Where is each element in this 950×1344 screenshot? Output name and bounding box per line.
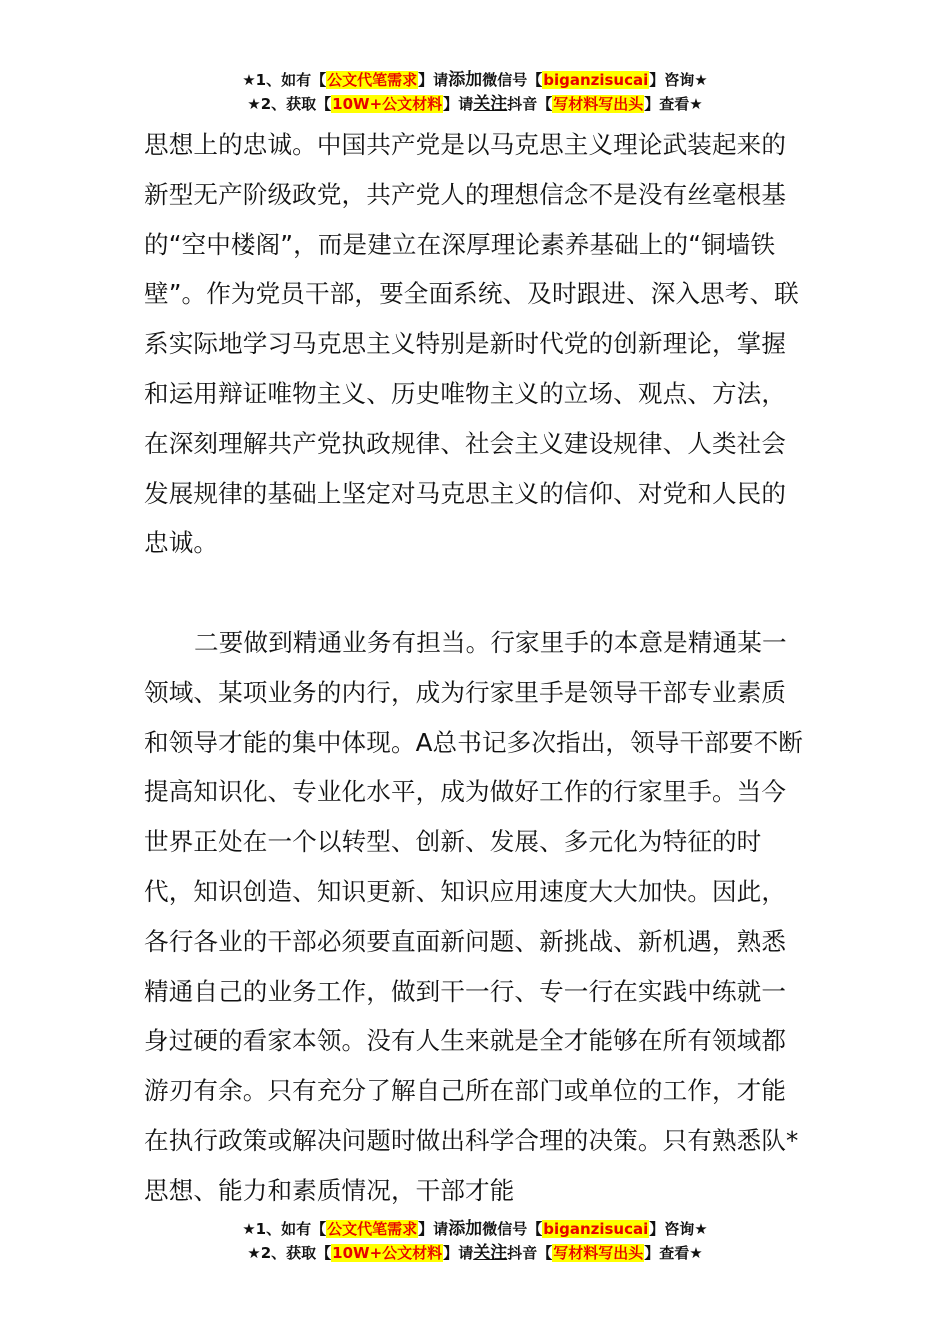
bracket-open: 【 <box>311 1220 327 1238</box>
promo-suffix: 咨询★ <box>664 1220 708 1238</box>
bracket-open: 【 <box>527 1220 543 1238</box>
bracket-open: 【 <box>537 1244 553 1262</box>
bracket-close: 】 <box>418 71 434 89</box>
promo-prefix: ★2、获取 <box>247 95 317 113</box>
bracket-close: 】 <box>443 95 459 113</box>
highlight-materials: 10W+公文材料 <box>332 1244 443 1262</box>
promo-emphasis: 添加 <box>448 1219 483 1239</box>
promo-text: 请 <box>458 95 474 113</box>
document-body <box>144 120 806 1216</box>
promo-prefix: ★2、获取 <box>247 1244 317 1262</box>
promo-suffix: 查看★ <box>659 1244 703 1262</box>
bracket-close: 】 <box>649 1220 665 1238</box>
highlight-writing-service: 公文代笔需求 <box>327 71 418 89</box>
bracket-open: 【 <box>311 71 327 89</box>
promo-text: 请 <box>433 71 449 89</box>
highlight-wechat-id: biganzisucai <box>543 71 649 89</box>
promo-line-1 <box>0 68 950 92</box>
promo-text: 抖音 <box>507 95 538 113</box>
bracket-close: 】 <box>649 71 665 89</box>
bracket-open: 【 <box>316 1244 332 1262</box>
promo-emphasis: 关注 <box>473 1243 508 1263</box>
highlight-materials: 10W+公文材料 <box>332 95 443 113</box>
promo-text: 请 <box>458 1244 474 1262</box>
bracket-open: 【 <box>537 95 553 113</box>
highlight-douyin-account: 写材料写出头 <box>553 1244 644 1262</box>
footer-promo-banner <box>0 1217 950 1265</box>
bracket-close: 】 <box>644 1244 660 1262</box>
body-paragraph-2: 二要做到精通业务有担当。行家里手的本意是精通某一领域、某项业务的内行，成为行家里手是领导干部专业素质和领导才能的集中体现。A总书记多次指出，领导干部要不断提高知识化、专业化水平，成为做好工作的行家里手。当今世界正处在一个以转型、创新、发展、多元化为特征的时代，知识创造、知识更新、知识应用速度大大加快。因此，各行各业的干部必须要直面新问题、新挑战、新机遇，熟悉精通自己的业务工作，做到干一行、专一行在实践中练就一身过硬的看家本领。没有人生来就是全才能够在所有领域都游刃有余。只有充分了解自己所在部门或单位的工作，才能在执行政策或解决问题时做出科学合理的决策。只有熟悉队*思想、能力和素质情况，干部才能 <box>144 627 803 1205</box>
promo-text: 微信号 <box>482 71 528 89</box>
promo-prefix: ★1、如有 <box>242 71 312 89</box>
promo-line-2 <box>0 1241 950 1265</box>
promo-emphasis: 添加 <box>448 70 483 90</box>
promo-text: 微信号 <box>482 1220 528 1238</box>
promo-suffix: 查看★ <box>659 95 703 113</box>
highlight-writing-service: 公文代笔需求 <box>327 1220 418 1238</box>
promo-emphasis: 关注 <box>473 94 508 114</box>
highlight-douyin-account: 写材料写出头 <box>553 95 644 113</box>
promo-suffix: 咨询★ <box>664 71 708 89</box>
bracket-close: 】 <box>443 1244 459 1262</box>
promo-text: 抖音 <box>507 1244 538 1262</box>
bracket-close: 】 <box>644 95 660 113</box>
body-paragraph-1: 思想上的忠诚。中国共产党是以马克思主义理论武装起来的新型无产阶级政党，共产党人的理想信念不是没有丝毫根基的“空中楼阁”，而是建立在深厚理论素养基础上的“铜墙铁壁”。作为党员干部，要全面系统、及时跟进、深入思考、联系实际地学习马克思主义特别是新时代党的创新理论，掌握和运用辩证唯物主义、历史唯物主义的立场、观点、方法，在深刻理解共产党执政规律、社会主义建设规律、人类社会发展规律的基础上坚定对马克思主义的信仰、对党和人民的忠诚。 <box>144 130 799 558</box>
bracket-open: 【 <box>527 71 543 89</box>
promo-prefix: ★1、如有 <box>242 1220 312 1238</box>
highlight-wechat-id: biganzisucai <box>543 1220 649 1238</box>
promo-text: 请 <box>433 1220 449 1238</box>
bracket-open: 【 <box>316 95 332 113</box>
promo-line-2 <box>0 92 950 116</box>
promo-line-1 <box>0 1217 950 1241</box>
bracket-close: 】 <box>418 1220 434 1238</box>
header-promo-banner <box>0 68 950 116</box>
